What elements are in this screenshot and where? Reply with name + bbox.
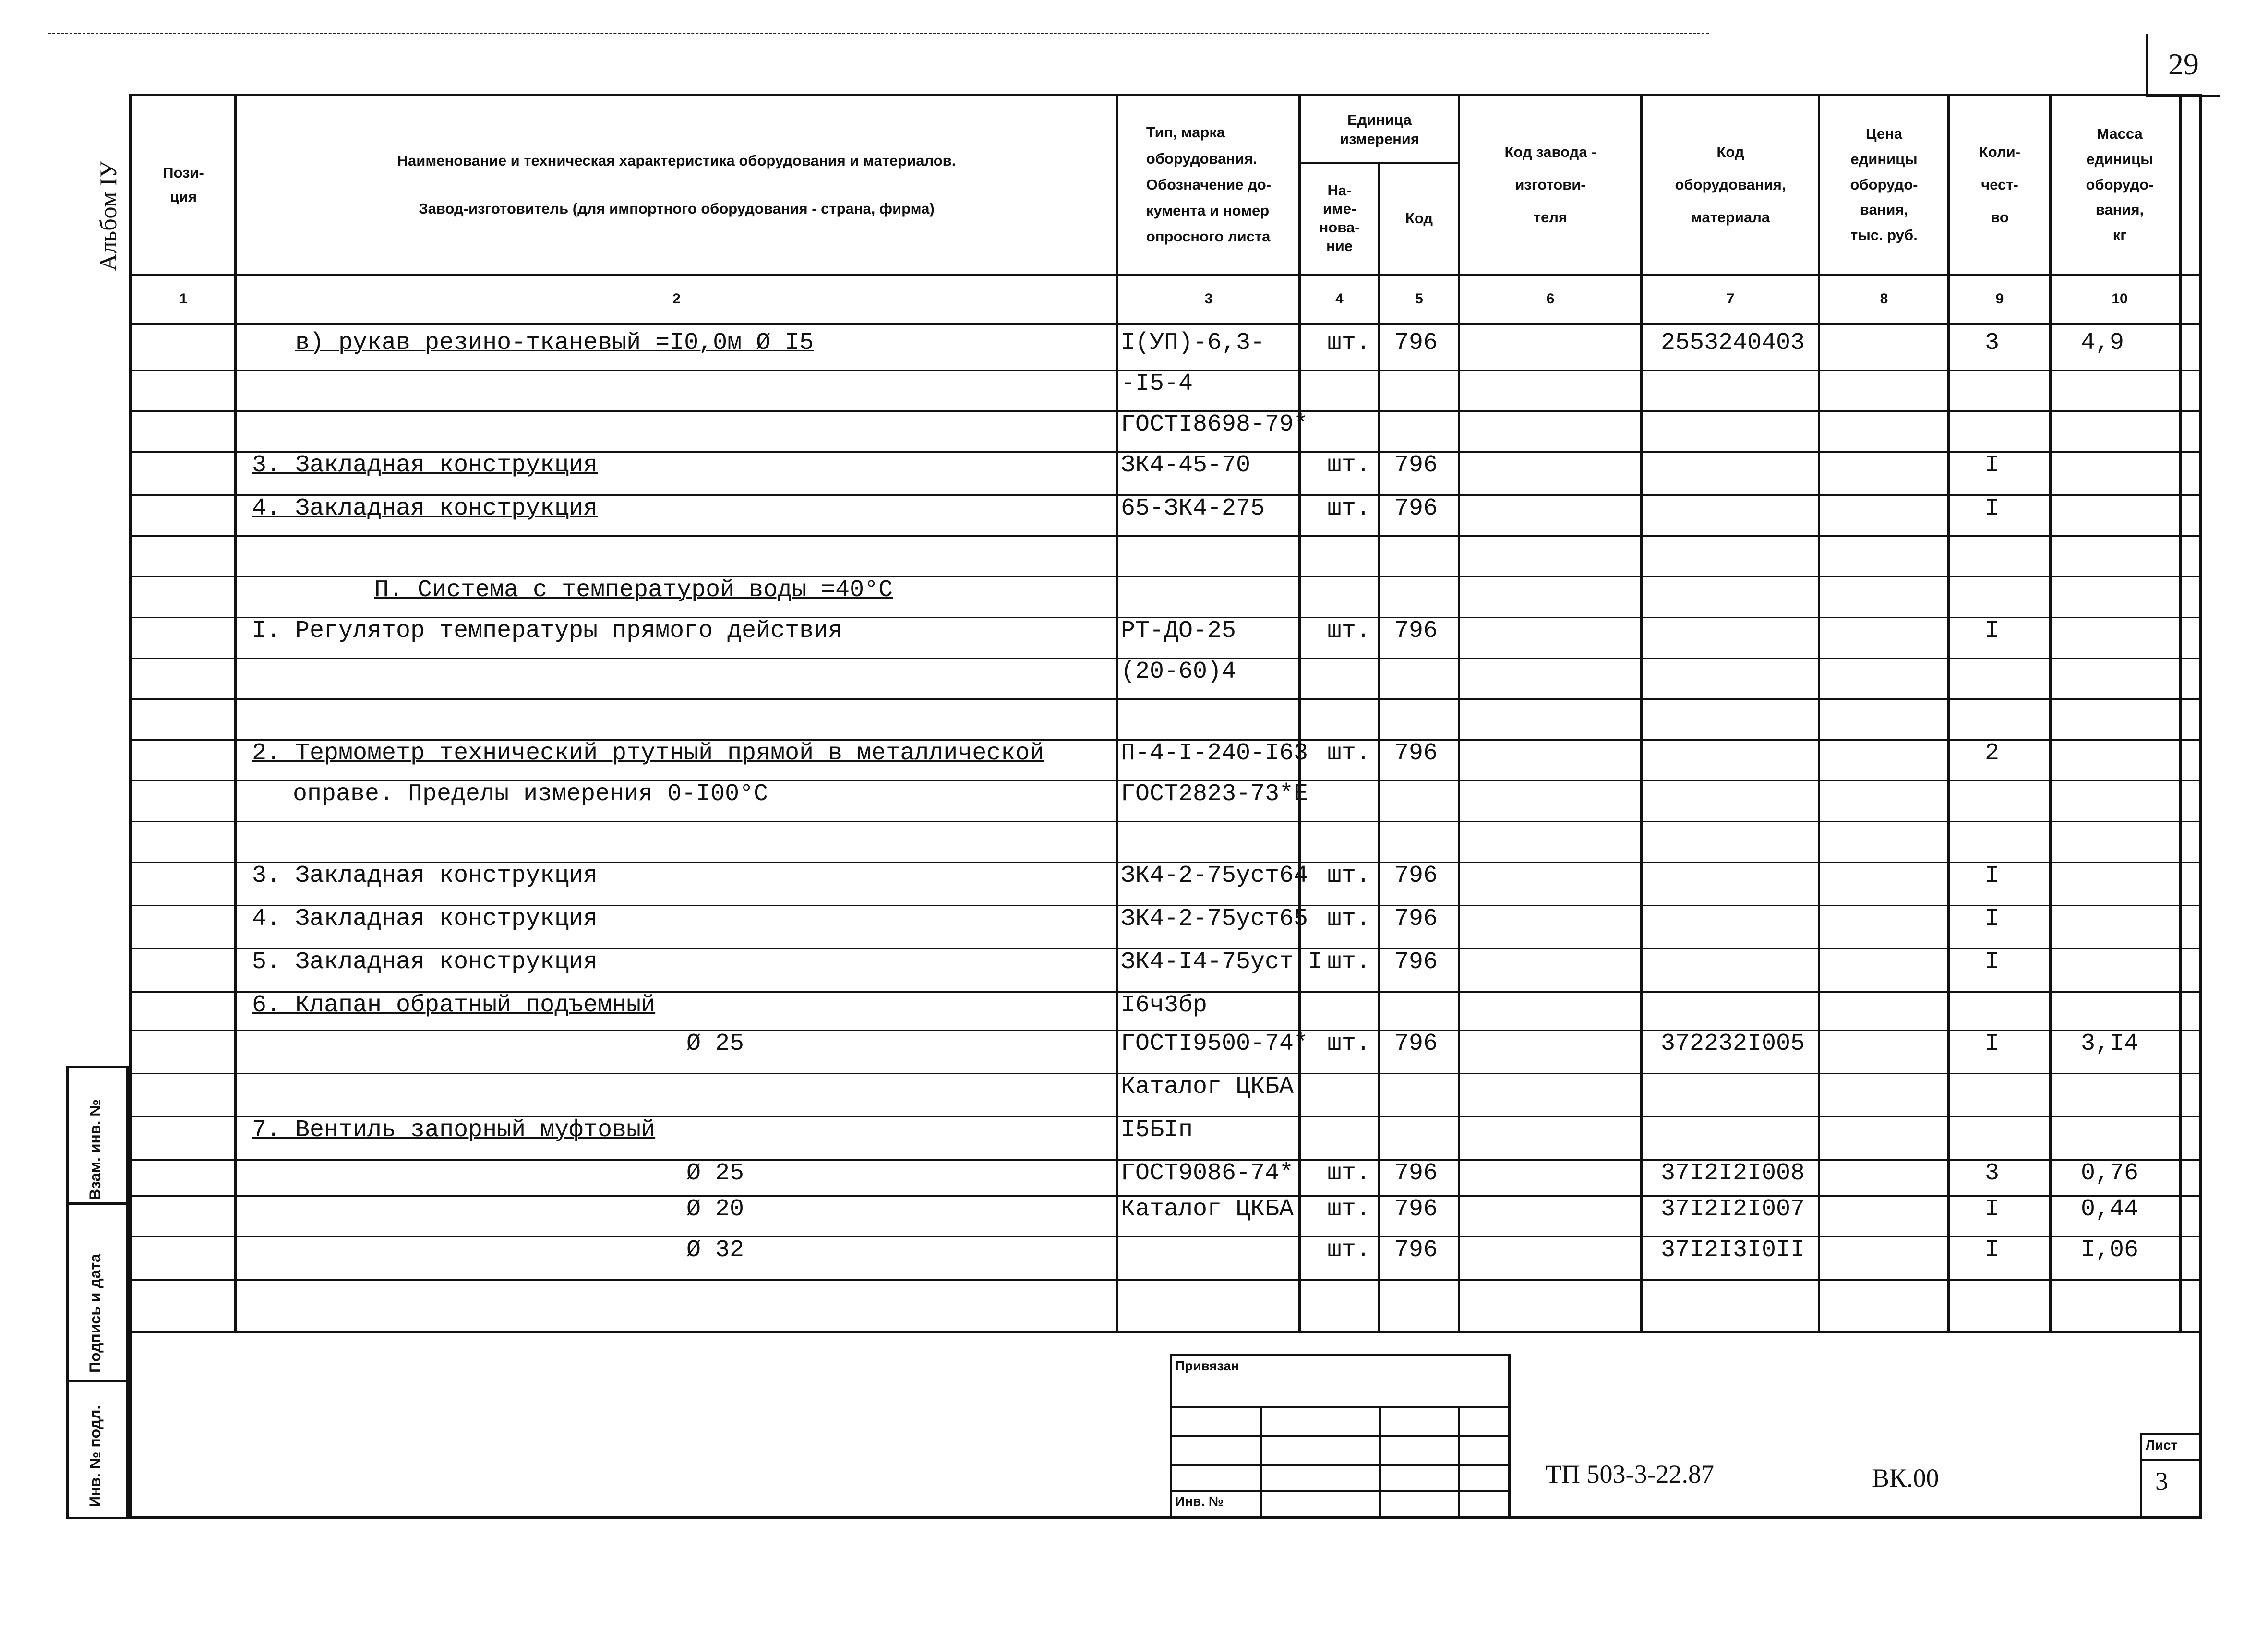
row-quantity: I [1985, 1236, 2000, 1264]
page-number: 29 [2146, 34, 2220, 97]
row-unit-code: 796 [1394, 495, 1438, 522]
row-name: оправе. Пределы измерения 0-I00°С [293, 780, 768, 808]
row-type: ЗК4-45-70 [1121, 452, 1251, 479]
col-number-9: 9 [1995, 290, 2004, 307]
vline-8 [1947, 94, 1950, 1332]
col-number-8: 8 [1880, 290, 1888, 307]
row-quantity: I [1985, 905, 2000, 933]
header-unit-name: На- име- нова- ние [1319, 181, 1360, 254]
row-quantity: I [1985, 948, 2000, 976]
row-mass: 3,I4 [2081, 1030, 2139, 1057]
vline-7 [1818, 94, 1820, 1332]
vline-10 [2179, 94, 2182, 1332]
row-mass: 0,44 [2081, 1196, 2139, 1223]
row-type: РТ-ДО-25 [1121, 617, 1236, 645]
side-label-vzam: Взам. инв. № [86, 1099, 104, 1200]
row-unit-code: 796 [1394, 329, 1438, 357]
album-label: Альбом IУ [95, 161, 121, 271]
row-quantity: I [1985, 495, 2000, 522]
row-type: I5БIп [1121, 1116, 1193, 1144]
header-unit-group: Единица измерения [1340, 111, 1419, 147]
row-unit-code: 796 [1394, 948, 1438, 976]
doc-code: ТП 503-3-22.87 [1546, 1460, 1714, 1488]
row-unit-code: 796 [1394, 1236, 1438, 1264]
row-divider [131, 1279, 2200, 1281]
row-quantity: 3 [1985, 1160, 2000, 1187]
vline-4 [1378, 162, 1380, 1332]
header-mass: Масса единицы оборудо- вания, кг [2086, 125, 2154, 244]
col-number-6: 6 [1546, 290, 1555, 307]
row-name: Ø 25 [686, 1160, 744, 1187]
row-quantity: I [1985, 1030, 2000, 1057]
vline-9 [2049, 94, 2052, 1332]
row-quantity: 3 [1985, 329, 2000, 357]
row-type: 65-ЗК4-275 [1121, 495, 1265, 522]
row-mass: 0,76 [2081, 1160, 2139, 1187]
header-quantity: Коли- чест- во [1979, 143, 2021, 226]
vline-3 [1298, 94, 1301, 1332]
row-name: Ø 32 [686, 1236, 744, 1264]
row-type: ГОСТI9500-74* [1121, 1030, 1308, 1057]
sheet-number: 3 [2155, 1467, 2168, 1496]
stamp-vline-2 [1379, 1406, 1381, 1519]
row-name: Ø 25 [686, 1030, 744, 1057]
row-divider [131, 698, 2200, 700]
row-unit-code: 796 [1394, 862, 1438, 889]
row-unit: шт. [1327, 740, 1371, 767]
row-name: 3. Закладная конструкция [252, 452, 598, 479]
header-name-line1: Наименование и техническая характеристика оборудования и материалов. [397, 152, 956, 169]
row-quantity: I [1985, 452, 2000, 479]
side-label-podpis: Подпись и дата [86, 1254, 104, 1373]
row-type: -I5-4 [1121, 370, 1193, 397]
row-mass: I,06 [2081, 1236, 2139, 1264]
row-type: П-4-I-240-I63 [1121, 740, 1308, 767]
col-number-2: 2 [672, 290, 681, 307]
row-name: 3. Закладная конструкция [252, 862, 598, 889]
row-quantity: 2 [1985, 740, 2000, 767]
header-bottom-line [131, 274, 2200, 276]
row-name: I. Регулятор температуры прямого действия [252, 617, 843, 645]
row-unit: шт. [1327, 617, 1371, 645]
header-type: Тип, марка оборудования. Обозначение до- кумента и номер опросного листа [1146, 124, 1272, 245]
row-unit-code: 796 [1394, 740, 1438, 767]
row-type: Каталог ЦКБА [1121, 1196, 1294, 1223]
row-unit-code: 796 [1394, 1196, 1438, 1223]
sheet-label: Лист [2146, 1438, 2178, 1452]
stamp-privyazan: Привязан [1175, 1358, 1239, 1373]
row-unit-code: 796 [1394, 617, 1438, 645]
row-quantity: I [1985, 617, 2000, 645]
row-equipment-code: 37I2I2I008 [1661, 1160, 1805, 1187]
row-type: Каталог ЦКБА [1121, 1073, 1294, 1101]
row-name: 2. Термометр технический ртутный прямой в металлической [252, 740, 1044, 767]
top-dashed-line [48, 33, 1709, 34]
row-unit: шт. [1327, 1196, 1371, 1223]
row-mass: 4,9 [2081, 329, 2124, 357]
stamp-vline-3 [1458, 1406, 1460, 1519]
row-unit: шт. [1327, 495, 1371, 522]
row-name: 4. Закладная конструкция [252, 495, 598, 522]
row-name: 5. Закладная конструкция [252, 948, 598, 976]
side-label-inv-podl: Инв. № подл. [86, 1405, 104, 1507]
row-unit: шт. [1327, 452, 1371, 479]
col-number-1: 1 [179, 290, 188, 307]
row-name: в) рукав резино-тканевый =I0,0м Ø I5 [295, 329, 814, 357]
header-name [236, 96, 1117, 274]
row-type: ГОСТ2823-73*Е [1121, 780, 1308, 808]
vline-2 [1116, 94, 1118, 1332]
doc-section: ВК.00 [1872, 1464, 1939, 1492]
row-name: Ø 20 [686, 1196, 744, 1223]
row-name: П. Система с температурой воды =40°С [374, 576, 893, 604]
row-type: ГОСТI8698-79* [1121, 411, 1308, 438]
vline-5 [1458, 94, 1460, 1332]
col-number-7: 7 [1726, 290, 1735, 307]
vline-6 [1640, 94, 1643, 1332]
stamp-inv-no: Инв. № [1175, 1494, 1224, 1509]
row-divider [131, 1236, 2200, 1237]
col-number-5: 5 [1415, 290, 1423, 307]
row-name: 7. Вентиль запорный муфтовый [252, 1116, 656, 1144]
row-equipment-code: 37I2I2I007 [1661, 1196, 1805, 1223]
header-numbers-bottom-line [131, 323, 2200, 325]
row-type: ЗК4-2-75уст65 [1121, 905, 1308, 933]
header-price: Цена единицы оборудо- вания, тыс. руб. [1850, 125, 1918, 244]
stamp-vline-1 [1260, 1406, 1262, 1519]
row-unit: шт. [1327, 329, 1371, 357]
row-divider [131, 821, 2200, 822]
header-name-line2: Завод-изготовитель (для импортного оборудования - страна, фирма) [419, 200, 935, 217]
row-type: ЗК4-2-75уст64 [1121, 862, 1308, 889]
row-unit-code: 796 [1394, 1030, 1438, 1057]
row-unit: шт. [1327, 862, 1371, 889]
row-name: 6. Клапан обратный подъемный [252, 992, 656, 1019]
row-equipment-code: 37I2I3I0II [1661, 1236, 1805, 1264]
row-equipment-code: 2553240403 [1661, 329, 1805, 357]
row-quantity: I [1985, 1196, 2000, 1223]
row-type: ЗК4-I4-75уст I [1121, 948, 1323, 976]
row-type: (20-60)4 [1121, 658, 1236, 685]
sheet-box-divider [2140, 1459, 2200, 1461]
row-unit: шт. [1327, 1030, 1371, 1057]
row-unit-code: 796 [1394, 905, 1438, 933]
vline-1 [234, 94, 237, 1332]
row-unit-code: 796 [1394, 452, 1438, 479]
header-maker-code: Код завода - изготови- теля [1504, 143, 1596, 226]
row-quantity: I [1985, 862, 2000, 889]
row-type: I6ч3бр [1121, 992, 1208, 1019]
header-equipment-code: Код оборудования, материала [1675, 143, 1786, 226]
row-unit: шт. [1327, 948, 1371, 976]
row-type: I(УП)-6,3- [1121, 329, 1265, 357]
table-bottom-line [131, 1331, 2200, 1333]
row-type: ГОСТ9086-74* [1121, 1160, 1294, 1187]
header-position: Пози- ция [163, 164, 204, 205]
header-unit-code: Код [1405, 210, 1433, 227]
row-unit: шт. [1327, 1236, 1371, 1264]
row-unit: шт. [1327, 1160, 1371, 1187]
row-unit-code: 796 [1394, 1160, 1438, 1187]
row-equipment-code: 372232I005 [1661, 1030, 1805, 1057]
row-unit: шт. [1327, 905, 1371, 933]
col-number-10: 10 [2112, 290, 2128, 307]
col-number-4: 4 [1335, 290, 1344, 307]
row-name: 4. Закладная конструкция [252, 905, 598, 933]
row-divider [131, 535, 2200, 537]
col-number-3: 3 [1204, 290, 1213, 307]
